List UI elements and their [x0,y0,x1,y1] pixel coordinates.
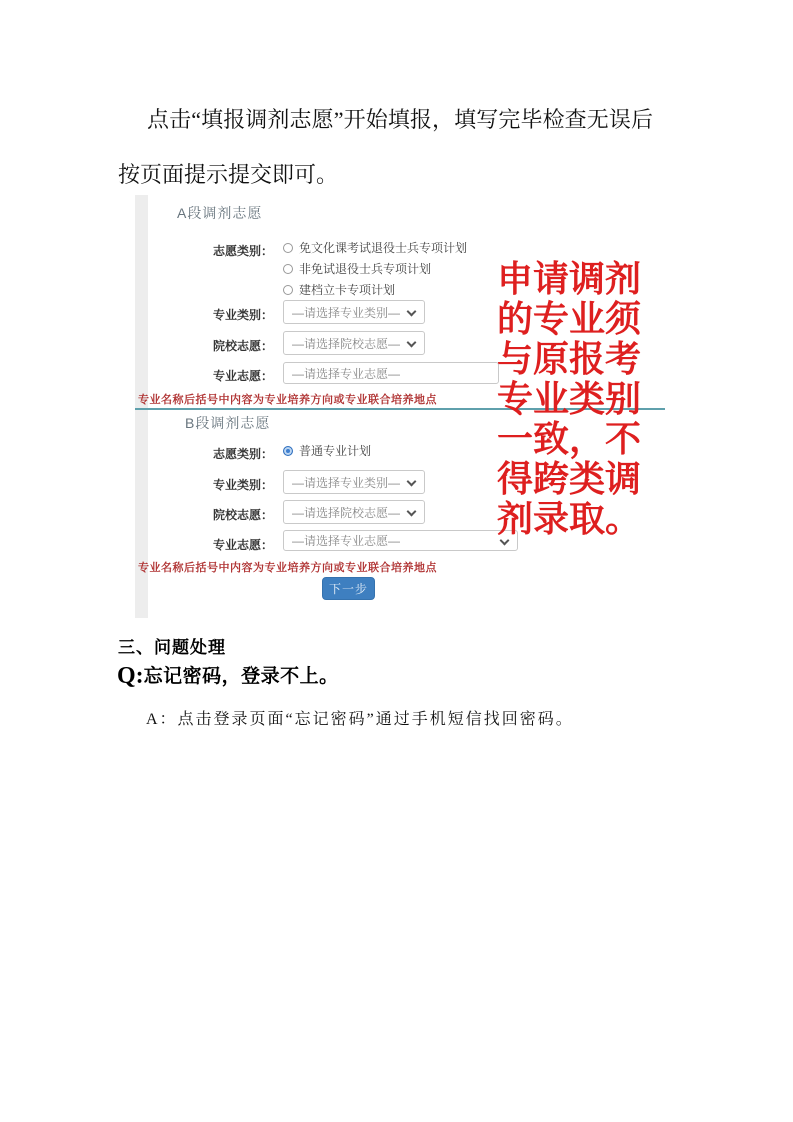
radio-option-label: 免文化课考试退役士兵专项计划 [299,241,468,255]
next-step-button[interactable]: 下一步 [322,577,375,600]
section-a-major-label: 专业志愿： [212,369,273,383]
section-b-major-label: 专业志愿： [212,538,273,552]
annotation-line: 申请调剂 [497,259,642,300]
radio-selected-icon[interactable] [283,446,293,456]
qa-section-heading: 三、问题处理 [118,638,226,658]
select-value: —请选择专业志愿— [292,534,401,548]
select-value: —请选择专业志愿— [292,366,401,381]
annotation-line: 的专业须 [497,299,642,340]
radio-option-non-exempt-veteran[interactable] [283,260,431,277]
qa-question-line [117,661,339,690]
section-b-major-select[interactable] [283,530,518,551]
question-text: 忘记密码，登录不上。 [143,665,339,687]
intro-paragraph: 点击“填报调剂志愿”开始填报，填写完毕检查无误后按页面提示提交即可。 [118,107,653,187]
qa-answer-line: A：点击登录页面“忘记密码”通过手机短信找回密码。 [146,711,574,728]
radio-option-label: 非免试退役士兵专项计划 [299,262,432,276]
section-b-major-category-select[interactable] [283,470,425,494]
section-a-major-category-label: 专业类别： [212,308,273,322]
red-annotation-text [497,260,641,540]
radio-unselected-icon[interactable] [283,243,293,253]
radio-option-label: 普通专业计划 [299,444,372,458]
select-value: —请选择院校志愿— [292,505,401,520]
annotation-line: 一致，不 [497,419,642,460]
section-b-title: B段调剂志愿 [185,415,271,431]
radio-option-ordinary-plan[interactable] [283,442,371,459]
radio-option-exempt-culture-exam[interactable] [283,239,467,256]
section-b-college-label: 院校志愿： [212,508,273,522]
radio-option-registered-poverty[interactable] [283,281,395,298]
chevron-down-icon [407,338,417,348]
annotation-line: 专业类别 [497,379,642,420]
select-value: —请选择专业类别— [292,305,401,320]
section-b-volunteer-type-label: 志愿类别： [212,447,273,461]
section-a-title: A段调剂志愿 [177,205,263,221]
section-b-college-select[interactable] [283,500,425,524]
section-a-major-select[interactable] [283,362,499,384]
chevron-down-icon [407,507,417,517]
chevron-down-icon [407,307,417,317]
select-value: —请选择专业类别— [292,475,401,490]
question-prefix: Q: [117,663,144,689]
section-a-college-label: 院校志愿： [212,339,273,353]
annotation-line: 得跨类调 [497,459,642,500]
select-value: —请选择院校志愿— [292,336,401,351]
radio-option-label: 建档立卡专项计划 [299,283,396,297]
radio-unselected-icon[interactable] [283,285,293,295]
chevron-down-icon [407,477,417,487]
section-b-major-category-label: 专业类别： [212,478,273,492]
annotation-line: 剂录取。 [497,499,642,540]
section-b-note: 专业名称后括号中内容为专业培养方向或专业联合培养地点 [138,562,437,574]
section-a-note: 专业名称后括号中内容为专业培养方向或专业联合培养地点 [138,394,437,406]
annotation-line: 与原报考 [497,339,642,380]
section-a-major-category-select[interactable] [283,300,425,324]
section-a-volunteer-type-label: 志愿类别： [212,244,273,258]
section-a-college-select[interactable] [283,331,425,355]
radio-unselected-icon[interactable] [283,264,293,274]
